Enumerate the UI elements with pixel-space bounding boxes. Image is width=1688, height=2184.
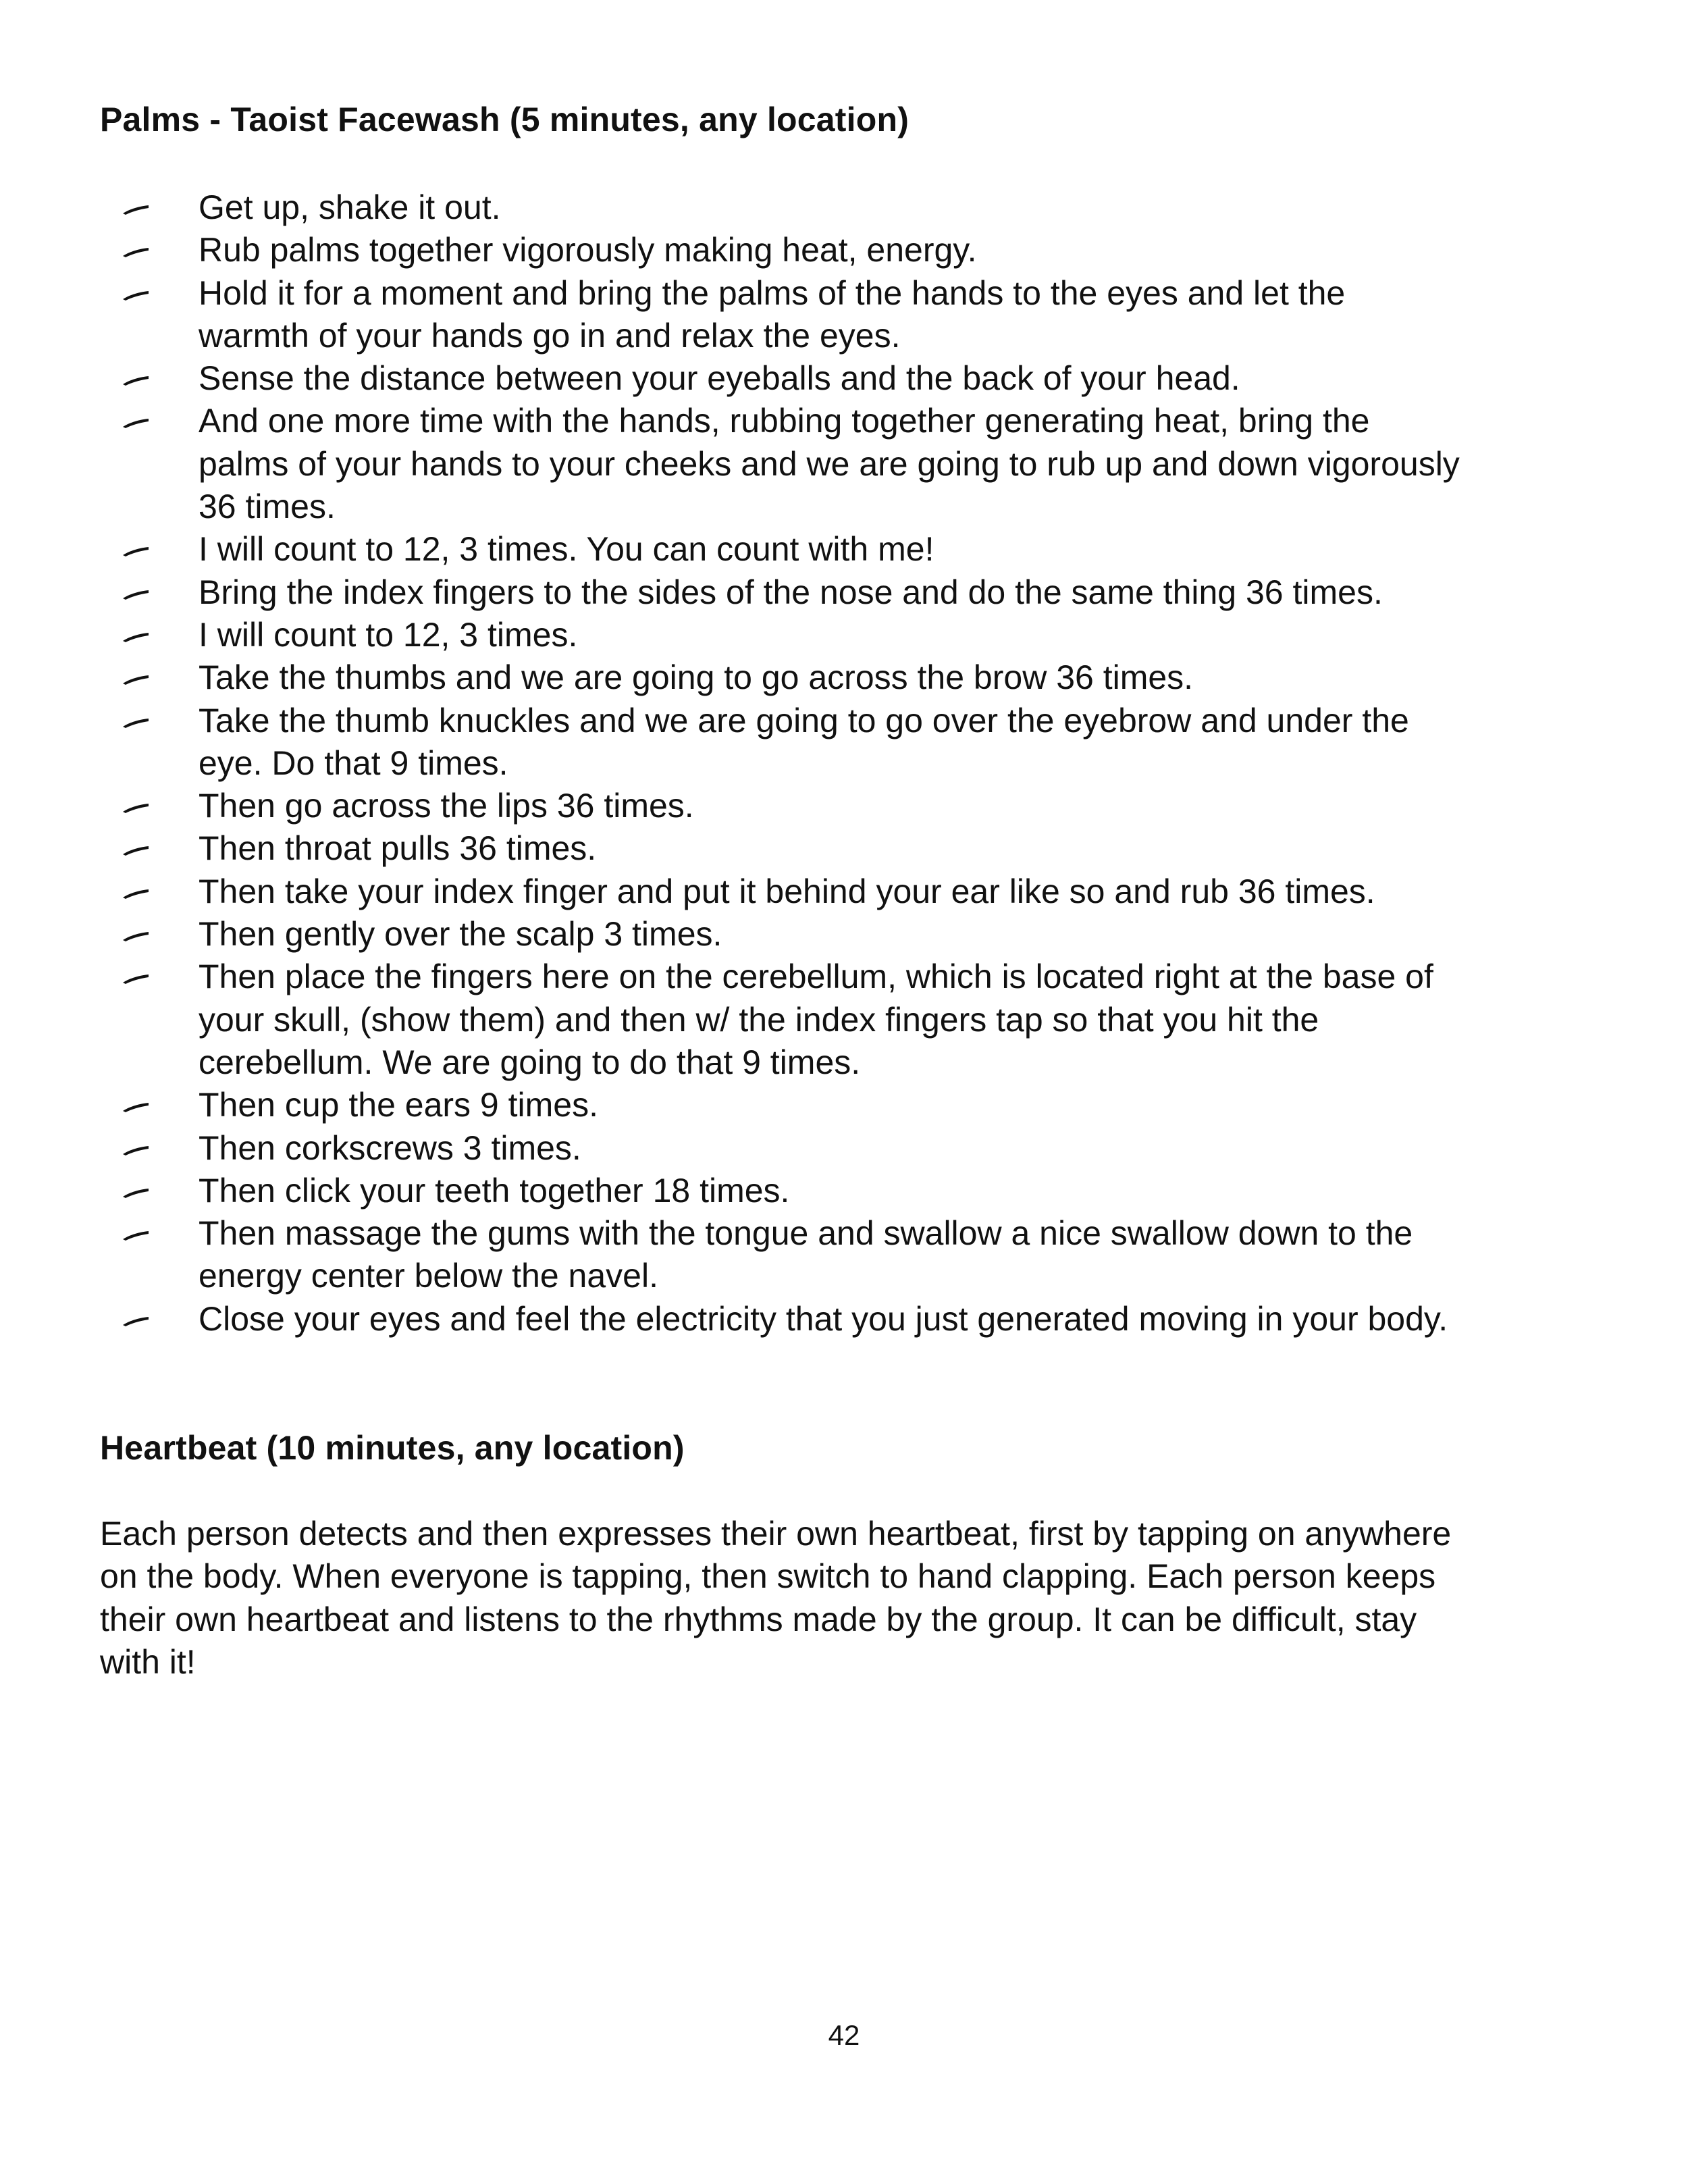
list-item-text-line: Hold it for a moment and bring the palms of the hands to the eyes and let the	[199, 274, 1346, 312]
list-item	[100, 357, 1599, 400]
check-dash-icon	[122, 888, 150, 900]
list-item	[100, 1212, 1599, 1298]
check-dash-icon	[122, 931, 150, 943]
list-item-text-line: Rub palms together vigorously making heat, energy.	[199, 231, 977, 269]
list-item-text-line: cerebellum. We are going to do that 9 times.	[199, 1043, 861, 1081]
list-item	[100, 785, 1599, 827]
list-item-text-line: Then click your teeth together 18 times.	[199, 1171, 790, 1210]
paragraph-line: with it!	[100, 1642, 196, 1681]
check-dash-icon	[122, 375, 150, 387]
list-item	[100, 229, 1599, 271]
check-dash-icon	[122, 204, 150, 216]
list-item	[100, 913, 1599, 956]
list-item-text-line: Then go across the lips 36 times.	[199, 787, 694, 825]
check-dash-icon	[122, 631, 150, 644]
list-item-text-line: Then gently over the scalp 3 times.	[199, 915, 722, 954]
check-dash-icon	[122, 717, 150, 729]
list-item-text-line: Then place the fingers here on the cerebellum, which is located right at the base of	[199, 958, 1433, 996]
list-item	[100, 1298, 1599, 1341]
list-item-text-line: warmth of your hands go in and relax the eyes.	[199, 316, 901, 355]
list-item	[100, 528, 1599, 571]
section-heading-heartbeat: Heartbeat (10 minutes, any location)	[100, 1429, 685, 1467]
check-dash-icon	[122, 417, 150, 430]
check-dash-icon	[122, 674, 150, 686]
check-dash-icon	[122, 802, 150, 814]
heartbeat-paragraph	[100, 1513, 1599, 1684]
check-dash-icon	[122, 589, 150, 601]
list-item-text-line: Close your eyes and feel the electricity that you just generated moving in your body.	[199, 1299, 1448, 1338]
list-item-text-line: your skull, (show them) and then w/ the index fingers tap so that you hit the	[199, 1000, 1319, 1039]
paragraph-line: Each person detects and then expresses their own heartbeat, first by tapping on anywhere	[100, 1515, 1452, 1553]
check-dash-icon	[122, 1145, 150, 1157]
facewash-steps-list	[100, 186, 1599, 1341]
list-item-text-line: Then throat pulls 36 times.	[199, 829, 597, 868]
list-item-text-line: Bring the index fingers to the sides of the nose and do the same thing 36 times.	[199, 573, 1383, 611]
list-item-text-line: Then massage the gums with the tongue and swallow a nice swallow down to the	[199, 1214, 1413, 1253]
list-item-text-line: Get up, shake it out.	[199, 188, 501, 226]
paragraph-line: their own heartbeat and listens to the rhythms made by the group. It can be difficult, stay	[100, 1600, 1417, 1638]
list-item-text-line: And one more time with the hands, rubbing together generating heat, bring the	[199, 402, 1370, 440]
list-item-text-line: palms of your hands to your cheeks and we are going to rub up and down vigorously	[199, 444, 1460, 483]
page-number: 42	[828, 2019, 860, 2051]
list-item-text-line: Take the thumb knuckles and we are going to go over the eyebrow and under the	[199, 701, 1409, 739]
list-item	[100, 614, 1599, 656]
check-dash-icon	[122, 973, 150, 985]
list-item-text-line: 36 times.	[199, 488, 336, 526]
list-item	[100, 827, 1599, 870]
list-item	[100, 1170, 1599, 1212]
list-item	[100, 956, 1599, 1084]
check-dash-icon	[122, 546, 150, 558]
list-item-text-line: Then take your index finger and put it behind your ear like so and rub 36 times.	[199, 872, 1375, 910]
list-item-text-line: Take the thumbs and we are going to go across the brow 36 times.	[199, 658, 1194, 697]
list-item	[100, 656, 1599, 699]
paragraph-line: on the body. When everyone is tapping, then switch to hand clapping. Each person keeps	[100, 1557, 1436, 1596]
list-item	[100, 272, 1599, 358]
check-dash-icon	[122, 290, 150, 302]
list-item	[100, 571, 1599, 614]
check-dash-icon	[122, 1187, 150, 1199]
list-item	[100, 1084, 1599, 1126]
check-dash-icon	[122, 246, 150, 259]
list-item	[100, 700, 1599, 785]
list-item	[100, 870, 1599, 913]
list-item-text-line: I will count to 12, 3 times. You can count with me!	[199, 530, 934, 569]
list-item-text-line: I will count to 12, 3 times.	[199, 615, 578, 654]
check-dash-icon	[122, 1101, 150, 1114]
check-dash-icon	[122, 1230, 150, 1242]
list-item-text-line: energy center below the navel.	[199, 1257, 658, 1295]
list-item-text-line: Then corkscrews 3 times.	[199, 1128, 581, 1167]
list-item-text-line: Sense the distance between your eyeballs and the back of your head.	[199, 359, 1240, 398]
list-item	[100, 1127, 1599, 1170]
check-dash-icon	[122, 845, 150, 857]
section-heading-facewash: Palms - Taoist Facewash (5 minutes, any location)	[100, 101, 909, 138]
list-item-text-line: Then cup the ears 9 times.	[199, 1086, 598, 1124]
check-dash-icon	[122, 1316, 150, 1328]
list-item	[100, 400, 1599, 528]
list-item	[100, 186, 1599, 229]
list-item-text-line: eye. Do that 9 times.	[199, 744, 508, 782]
